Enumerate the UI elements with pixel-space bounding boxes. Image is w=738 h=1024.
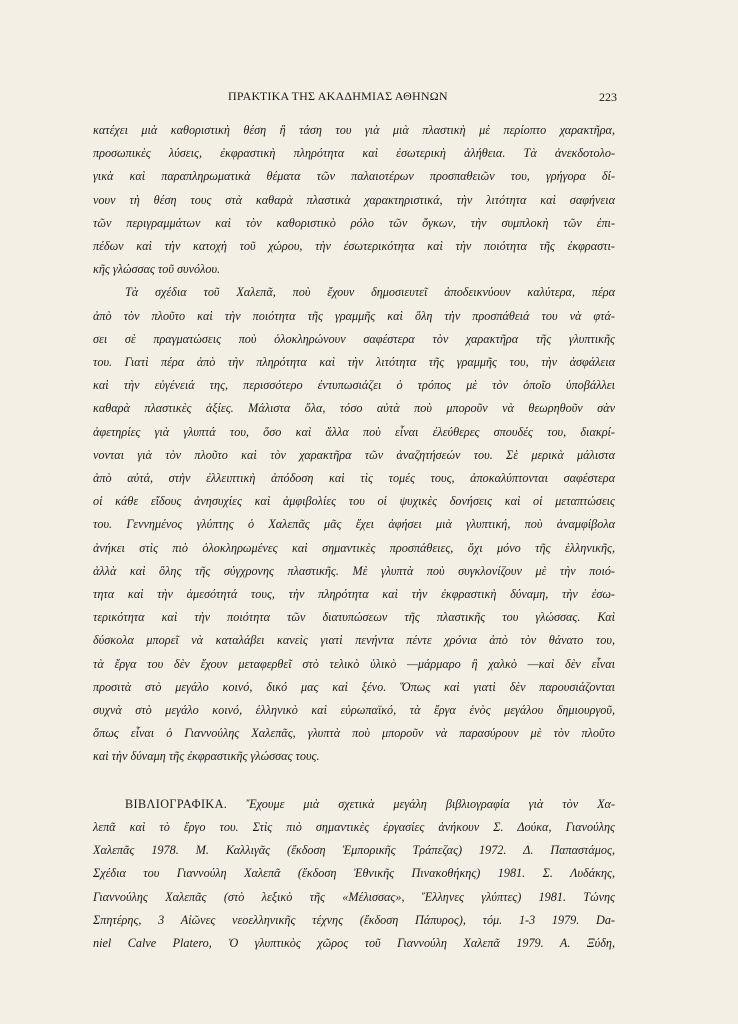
body-text xyxy=(93,119,615,955)
paragraph-2 xyxy=(93,281,615,768)
text-line: Γιαννούλης Χαλεπᾶς (στὸ λεξικὸ τῆς «Μέλισσας», Ἕλληνες γλύπτες) 1981. Τώνης xyxy=(93,889,615,904)
text-line: ἀπὸ τὸν πλοῦτο καὶ τὴν ποιότητα τῆς γραμμῆς καὶ ὅλη τὴν προσπάθειά του νὰ φτά- xyxy=(93,308,615,323)
text-line: τερικότητα καὶ τὴν ποιότητα τῶν διατυπώσεων τῆς πλαστικῆς του γλώσσας. Καὶ xyxy=(93,610,615,625)
text-line: Σχέδια του Γιαννούλη Χαλεπᾶ (ἔκδοση Ἐθνικῆς Πινακοθήκης) 1981. Σ. Λυδάκης, xyxy=(93,866,615,881)
bibliography-paragraph xyxy=(93,793,615,955)
text-line: Τὰ σχέδια τοῦ Χαλεπᾶ, ποὺ ἔχουν δημοσιευτεῖ ἀποδεικνύουν καλύτερα, πέρα xyxy=(125,285,615,300)
text-line: ἀφετηρίες γιὰ γλυπτά του, ὅσο καὶ ἄλλα ποὺ εἶναι ἐλεύθερες σπουδές του, διακρί- xyxy=(93,424,615,439)
text-line: Χαλεπᾶς 1978. Μ. Καλλιγᾶς (ἔκδοση Ἐμπορικῆς Τράπεζας) 1972. Δ. Παπαστάμος, xyxy=(93,843,615,858)
text-line: συχνὰ στὸ μεγάλο κοινό, ἑλληνικὸ καὶ εὐρωπαϊκό, τὰ ἔργα ἑνὸς μεγάλου δημιουργοῦ, xyxy=(93,703,615,718)
text-line: προσωπικὲς λύσεις, ἐκφραστικὴ πληρότητα καὶ ἐσωτερικὴ ἀλήθεια. Τὰ ἀνεκδοτολο- xyxy=(93,146,615,161)
text-line: του. Γεννημένος γλύπτης ὁ Χαλεπᾶς μᾶς ἔχει ἀφήσει μιὰ γλυπτική, ποὺ ἀναμφίβολα xyxy=(93,517,615,532)
text-line: ἀνήκει στὶς πιὸ ὁλοκληρωμένες καὶ σημαντικὲς προσπάθειες, ὄχι μόνο τῆς ἑλληνικῆς, xyxy=(93,540,615,555)
text-line: τὰ ἔργα του δὲν ἔχουν μεταφερθεῖ στὸ τελικὸ ὑλικὸ —μάρμαρο ἢ χαλκὸ —καὶ δὲν εἶναι xyxy=(93,656,615,671)
text-line: Σπητέρης, 3 Αἰῶνες νεοελληνικῆς τέχνης (ἔκδοση Πάπυρος), τόμ. 1-3 1979. Da- xyxy=(93,912,615,927)
text-line: τητα καὶ τὴν ἀμεσότητά τους, τὴν πληρότητα καὶ τὴν ἐκφραστικὴ δύναμη, τὴν ἐσω- xyxy=(93,587,615,602)
text-line: γικὰ καὶ παραπληρωματικὰ θέματα τῶν παλαιοτέρων προσπαθειῶν του, γρήγορα δί- xyxy=(93,169,615,184)
text-line xyxy=(93,793,615,816)
text-line: ἀπὸ αὐτά, στὴν ἐλλειπτικὴ ἀπόδοση καὶ τὶς τομές τους, ἀποκαλύπτονται σαφέστερα xyxy=(93,471,615,486)
text-line: προσιτὰ στὸ μεγάλο κοινό, δικό μας καὶ ξένο. Ὅπως καὶ γιατὶ δὲν παρουσιάζονται xyxy=(93,679,615,694)
text-line: νουν τὴ θέση τους στὰ καθαρὰ πλαστικὰ χαρακτηριστικά, τὴν λιτότητα καὶ σαφήνεια xyxy=(93,192,615,207)
text-line: δύσκολα μπορεῖ νὰ καταλάβει κανεὶς γιατὶ πενήντα πέντε χρόνια ἀπὸ τὸν θάνατο του, xyxy=(93,633,615,648)
text-line: πέδων καὶ τὴν κατοχὴ τοῦ χώρου, τὴν ἐσωτερικότητα καὶ τὴν ποιότητα τῆς ἐκφραστι- xyxy=(93,239,615,254)
text-line: νονται γιὰ τὸν πλοῦτο καὶ τὸν χαρακτῆρα τῶν ἀναζητήσεών του. Σὲ μερικὰ μάλιστα xyxy=(93,447,615,462)
bibliography-heading: ΒΙΒΛΙΟΓΡΑΦΙΚΑ. xyxy=(125,796,228,811)
text-line: κῆς γλώσσας τοῦ συνόλου. xyxy=(93,262,221,277)
text-line: του. Γιατὶ πέρα ἀπὸ τὴν πληρότητα καὶ τὴν λιτότητα τῆς γραμμῆς του, τὴν ἀσφάλεια xyxy=(93,355,615,370)
section-gap xyxy=(93,769,615,793)
text-line: σει σὲ πραγματώσεις ποὺ ὁλοκληρώνουν σαφέστερα τὸν χαρακτῆρα τῆς γλυπτικῆς xyxy=(93,331,615,346)
text-line: niel Calve Platero, Ὁ γλυπτικὸς χῶρος τοῦ Γιαννούλη Χαλεπᾶ 1979. Α. Ξύδη, xyxy=(93,935,615,950)
page-number: 223 xyxy=(599,90,617,104)
text-line: ἀλλὰ καὶ ὅλης τῆς σύγχρονης πλαστικῆς. Μὲ γλυπτὰ ποὺ συγκλονίζουν μὲ τὴν ποιό- xyxy=(93,563,615,578)
text-line: λεπᾶ καὶ τὸ ἔργο του. Στὶς πιὸ σημαντικὲς ἐργασίες ἀνήκουν Σ. Δούκα, Γιανούλης xyxy=(93,819,615,834)
text-line: τῶν περιγραμμάτων καὶ τὸν καθοριστικὸ ρόλο τῶν ὄγκων, τὴν συμπλοκὴ τῶν ἐπι- xyxy=(93,215,615,230)
text-line: καθαρὰ πλαστικὲς ἀξίες. Μάλιστα ὅλα, τόσο αὐτὰ ποὺ μποροῦν νὰ θεωρηθοῦν σὰν xyxy=(93,401,615,416)
bibliography-first-line: Ἔχουμε μιὰ σχετικὰ μεγάλη βιβλιογραφία γιὰ τὸν Χα- xyxy=(227,796,615,811)
paragraph-1 xyxy=(93,119,615,281)
text-line: καὶ τὴν εὐγένειά της, περισσότερο ἐντυπωσιάζει ὁ τρόπος μὲ τὸν ὁποῖο ὑποβάλλει xyxy=(93,378,615,393)
text-line: οἱ κάθε εἴδους ἀνησυχίες καὶ ἀμφιβολίες του οἱ ψυχικὲς δονήσεις καὶ οἱ μεταπτώσεις xyxy=(93,494,615,509)
running-head: ΠΡΑΚΤΙΚΑ ΤΗΣ ΑΚΑΔΗΜΙΑΣ ΑΘΗΝΩΝ xyxy=(228,89,448,103)
text-line: κατέχει μιὰ καθοριστικὴ θέση ἢ τάση του γιὰ μιὰ πλαστικὴ μὲ περίοπτο χαρακτῆρα, xyxy=(93,123,615,137)
text-line: καὶ τὴν δύναμη τῆς ἐκφραστικῆς γλώσσας τους. xyxy=(93,749,320,764)
page-header xyxy=(92,89,617,109)
text-line: ὅπως εἶναι ὁ Γιαννούλης Χαλεπᾶς, γλυπτὰ ποὺ μποροῦν νὰ παρασύρουν μὲ τὸν πλοῦτο xyxy=(93,726,615,741)
